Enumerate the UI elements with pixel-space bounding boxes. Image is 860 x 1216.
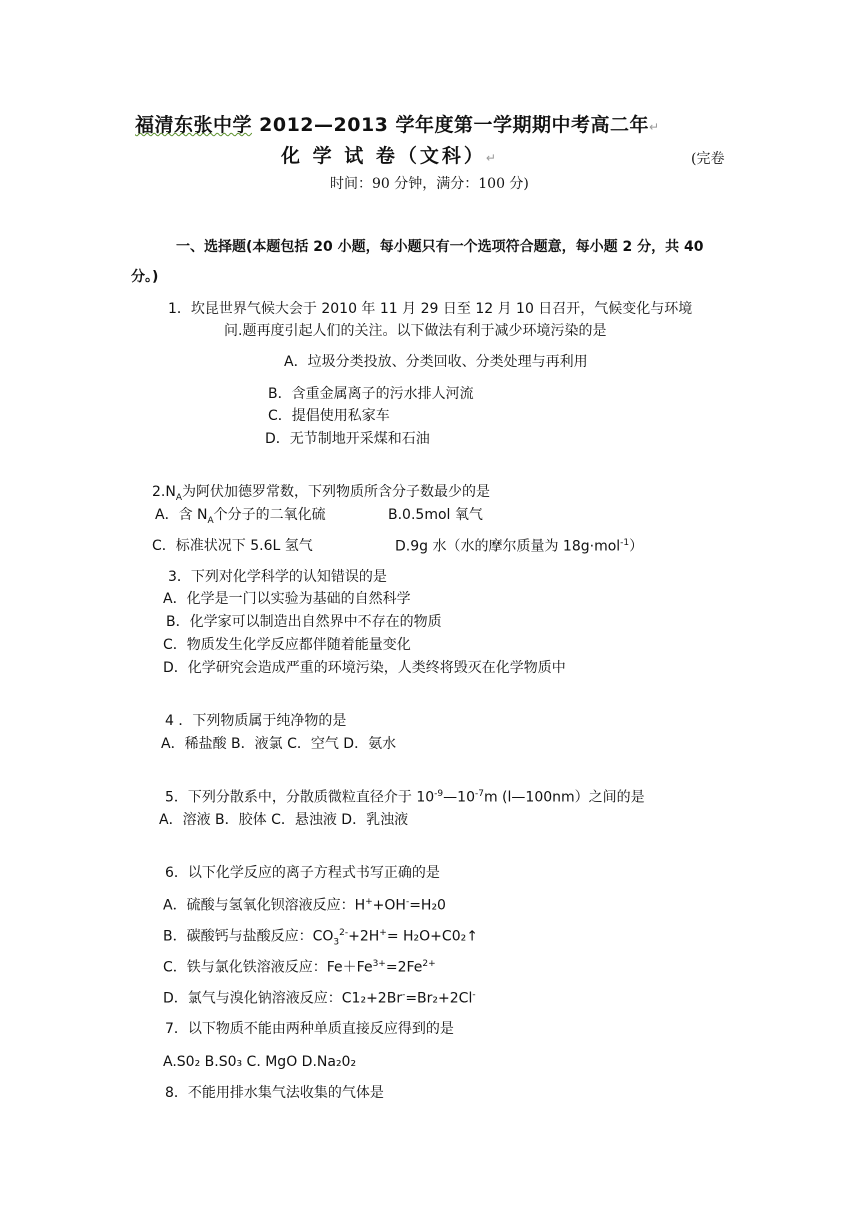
- section-heading-cont: 分。): [131, 269, 159, 285]
- q2-option-d: D.9g 水（水的摩尔质量为 18g·mol$^{-1}$）: [395, 538, 644, 555]
- q6-option-d: D．氯气与溴化钠溶液反应：C1₂+2Br-=Br₂+2Cl-: [163, 990, 476, 1007]
- q1-stem-cont: 问.题再度引起人们的关注。以下做法有利于减少环境污染的是: [224, 323, 607, 339]
- time-info: 时间：90 分钟，满分：100 分): [330, 176, 529, 192]
- q1-option-d: D．无节制地开采煤和石油: [265, 431, 430, 447]
- q5-options: A．溶液 B．胶体 C．悬浊液 D．乳浊液: [159, 812, 409, 828]
- q4-stem: 4 ．下列物质属于纯净物的是: [165, 713, 347, 729]
- q3-option-b: B．化学家可以制造出自然界中不存在的物质: [166, 614, 442, 630]
- q6-stem: 6．以下化学反应的离子方程式书写正确的是: [165, 865, 440, 881]
- return-mark-icon: ↵: [485, 151, 496, 165]
- q1-stem: 1．坎昆世界气候大会于 2010 年 11 月 29 日至 12 月 10 日召开，气候变化与环境: [168, 301, 693, 317]
- q6-option-b: B．碳酸钙与盐酸反应：$CO_3^{2-}+2H^+=$ H₂O+C0₂↑: [163, 928, 478, 948]
- q2-option-a: A．含 $N_A$个分子的二氧化硫: [155, 507, 326, 526]
- q8-stem: 8．不能用排水集气法收集的气体是: [165, 1085, 384, 1101]
- q2-option-c: C．标准状况下 5.6L 氢气: [152, 538, 313, 554]
- q1-option-c: C．提倡使用私家车: [268, 408, 390, 424]
- exam-title-line2: [281, 145, 496, 168]
- school-name: 福清东张中学: [135, 114, 253, 136]
- q1-option-b: B．含重金属离子的污水排人河流: [268, 386, 474, 402]
- q3-option-d: D．化学研究会造成严重的环境污染，人类终将毁灭在化学物质中: [163, 660, 566, 676]
- q7-options: A.S0₂ B.S0₃ C. MgO D.Na₂0₂: [163, 1054, 357, 1070]
- section-heading: 一、选择题(本题包括 20 小题，每小题只有一个选项符合题意，每小题 2 分，共 40: [176, 239, 704, 255]
- q3-option-a: A．化学是一门以实验为基础的自然科学: [163, 591, 411, 607]
- q5-stem: 5．下列分散系中，分散质微粒直径介于 $10^{-9}—10^{-7}m$ (l—100nm）之间的是: [165, 789, 645, 806]
- q1-option-a: A．垃圾分类投放、分类回收、分类处理与再利用: [284, 354, 588, 370]
- q2-stem: $2.N_A$为阿伏加德罗常数，下列物质所含分子数最少的是: [152, 484, 491, 503]
- q6-option-a: A．硫酸与氢氧化钡溶液反应：H++OH-=H₂0: [163, 897, 446, 914]
- q7-stem: 7．以下物质不能由两种单质直接反应得到的是: [165, 1021, 454, 1037]
- subject-title: 化 学 试 卷（文科）: [281, 145, 486, 167]
- exam-title-line1: [135, 114, 659, 137]
- q4-options: A．稀盐酸 B．液氯 C．空气 D．氨水: [161, 736, 397, 752]
- q6-option-c: C．铁与氯化铁溶液反应：$Fe+Fe^{3+}=2Fe^{2+}$: [163, 959, 436, 976]
- q3-stem: 3．下列对化学科学的认知错误的是: [168, 569, 387, 585]
- exam-title-text: 2012—2013 学年度第一学期期中考高二年: [252, 114, 650, 136]
- q3-option-c: C．物质发生化学反应都伴随着能量变化: [163, 637, 411, 653]
- return-mark-icon: ↵: [649, 120, 660, 134]
- q2-option-b: B.0.5mol 氧气: [388, 507, 483, 523]
- title-suffix: (完卷: [691, 151, 725, 167]
